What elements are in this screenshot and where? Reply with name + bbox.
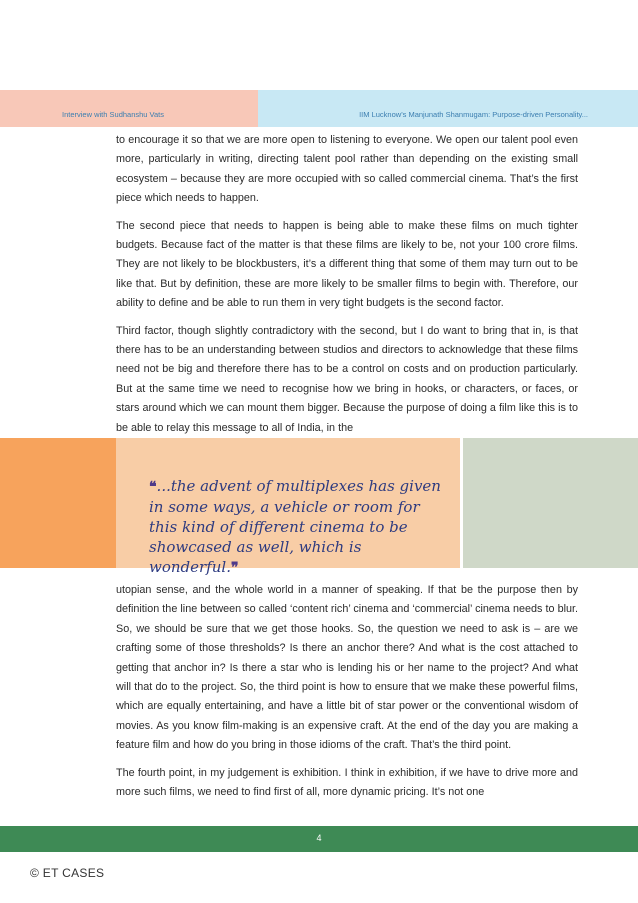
- header-left-title: Interview with Sudhanshu Vats: [62, 110, 165, 119]
- header-right-title: IIM Lucknow's Manjunath Shanmugam: Purpose-driven Personality...: [359, 110, 588, 119]
- paragraph: The fourth point, in my judgement is exhibition. I think in exhibition, if we have to drive more and more such films, we need to find first of all, more dynamic pricing. It’s not one: [116, 766, 578, 799]
- brand-mark: © ET CASES: [30, 866, 105, 880]
- footer-bar: [0, 826, 638, 852]
- paragraph: The second piece that needs to happen is being able to make these films on much tighter budgets. Because fact of the matter is that these films are likely to be, not your 100 crore films. They are not likely to be blockbusters, it’s a different thing that some of them may turn out to be like that. But by definition, these are more likely to be smaller films to begin with. Therefore, our ability to define and be able to run them in very tight budgets is the second factor.: [116, 219, 578, 310]
- open-quote-mark: ❝: [149, 479, 157, 495]
- band-sage-block: [463, 438, 638, 568]
- page-number: 4: [316, 833, 322, 843]
- paragraph: to encourage it so that we are more open to listening to everyone. We open our talent pool even more, particularly in writing, directing talent pool rather than depending on the existing small ecosystem – because they are more occupied with so called commercial cinema. That’s the first piece which needs to happen.: [116, 134, 578, 205]
- pull-quote: [149, 476, 449, 578]
- paragraph: utopian sense, and the whole world in a manner of speaking. If that be the purpose then by definition the line between so called ‘content rich’ cinema and ‘commercial’ cinema needs to blur. So, we should be sure that we get those hooks. So, the question we need to ask is – are we crafting some of those thresholds? Is there an anchor there? And what is the cost attached to getting that anchor in? Is there a star who is lending his or her name to the project? And what will that do to the project. So, the third point is how to ensure that we make these powerful films, which are equally entertaining, and have a little bit of star power or the conventional wisdom of movies. As you know film-making is an expensive craft. At the end of the day you are making a feature film and how do you bring in those idioms of the craft. That’s the third point.: [116, 584, 578, 752]
- body-text-bottom: [116, 581, 578, 810]
- header-left-panel: [0, 90, 258, 127]
- header-right-panel: [258, 90, 638, 127]
- close-quote-mark: ❞: [230, 560, 239, 576]
- band-orange-block: [0, 438, 116, 568]
- body-text-top: [116, 131, 578, 446]
- paragraph: Third factor, though slightly contradictory with the second, but I do want to bring that in, is that there has to be an understanding between studios and directors to acknowledge that these films need not be big and therefore there has to be a control on costs and on production particularly. But at the same time we need to recognise how we bring in hooks, or characters, or faces, or stars around which we can mount them bigger. Because the purpose of doing a film like this is to be able to relay this message to all of India, in the: [116, 324, 578, 434]
- pull-quote-text: ...the advent of multiplexes has given in some ways, a vehicle or room for this kind of different cinema to be showcased as well, which is wonderful.: [149, 477, 441, 576]
- running-header: [0, 90, 638, 127]
